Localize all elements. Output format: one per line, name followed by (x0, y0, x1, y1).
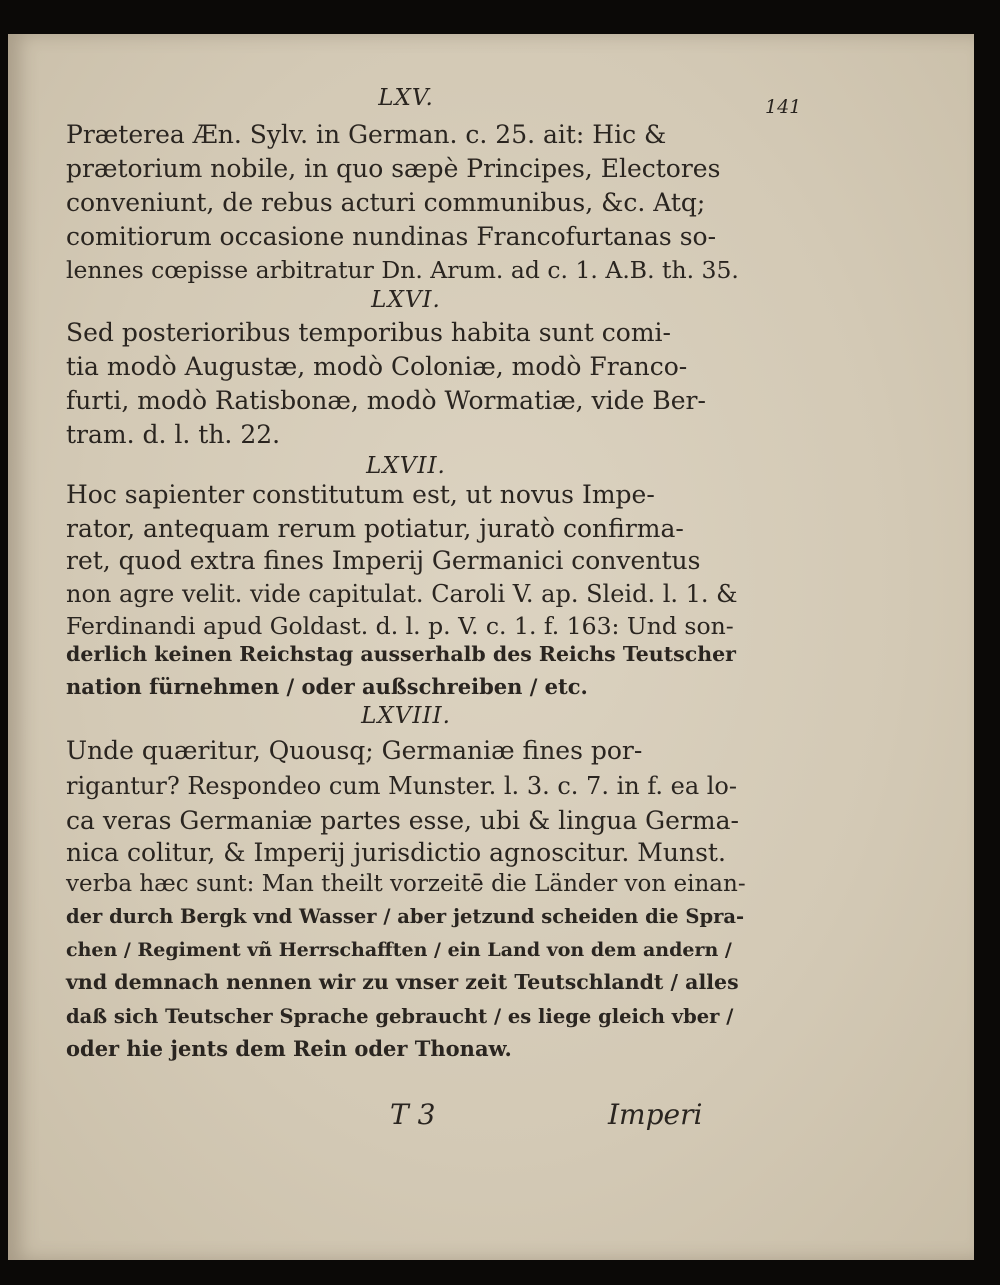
text-line: daß sich Teutscher Sprache gebraucht / es liege gleich vber / (66, 1005, 734, 1028)
text-line: chen / Regiment vñ Herrschafften / ein Land von dem andern / (66, 939, 732, 961)
text-line: Ferdinandi apud Goldast. d. l. p. V. c. 1. f. 163: Und son- (66, 612, 734, 640)
text-line: ca veras Germaniæ partes esse, ubi & lingua Germa- (66, 806, 739, 835)
text-line: tram. d. l. th. 22. (66, 420, 281, 449)
book-page (8, 34, 974, 1260)
text-line: conveniunt, de rebus acturi communibus, &c. Atq; (66, 188, 706, 217)
text-line: Præterea Æn. Sylv. in German. c. 25. ait: Hic & (66, 120, 667, 149)
section-heading: LXVI. (371, 287, 441, 313)
text-line: nica colitur, & Imperij jurisdictio agnoscitur. Munst. (66, 838, 726, 867)
text-line: ret, quod extra fines Imperij Germanici conventus (66, 546, 701, 575)
text-line: verba hæc sunt: Man theilt vorzeitē die Länder von einan- (66, 871, 746, 897)
signature-mark: T 3 (390, 1098, 436, 1131)
text-line: rator, antequam rerum potiatur, juratò confirma- (66, 514, 684, 543)
text-line: derlich keinen Reichstag ausserhalb des Reichs Teutscher (66, 642, 736, 666)
section-heading: LXVII. (366, 453, 446, 479)
text-line: nation fürnehmen / oder außschreiben / etc. (66, 674, 588, 699)
text-line: prætorium nobile, in quo sæpè Principes, Electores (66, 154, 721, 183)
text-line: tia modò Augustæ, modò Coloniæ, modò Franco- (66, 352, 688, 381)
section-heading: LXVIII. (361, 703, 451, 729)
text-line: Sed posterioribus temporibus habita sunt comi- (66, 318, 671, 347)
text-line: oder hie jents dem Rein oder Thonaw. (66, 1036, 512, 1061)
text-line: Hoc sapienter constitutum est, ut novus Impe- (66, 480, 655, 509)
text-line: rigantur? Respondeo cum Munster. l. 3. c. 7. in f. ea lo- (66, 772, 737, 800)
section-heading: LXV. (378, 85, 434, 111)
text-line: vnd demnach nennen wir zu vnser zeit Teutschlandt / alles (66, 970, 739, 994)
catchword: Imperi (608, 1098, 703, 1131)
folio-number: 141 (765, 96, 802, 118)
text-line: furti, modò Ratisbonæ, modò Wormatiæ, vide Ber- (66, 386, 706, 415)
text-line: comitiorum occasione nundinas Francofurtanas so- (66, 222, 717, 251)
text-line: Unde quæritur, Quousq; Germaniæ fines por- (66, 736, 643, 765)
text-line: non agre velit. vide capitulat. Caroli V. ap. Sleid. l. 1. & (66, 580, 738, 608)
text-line: lennes cœpisse arbitratur Dn. Arum. ad c. 1. A.B. th. 35. (66, 256, 739, 284)
text-line: der durch Bergk vnd Wasser / aber jetzund scheiden die Spra- (66, 905, 745, 928)
